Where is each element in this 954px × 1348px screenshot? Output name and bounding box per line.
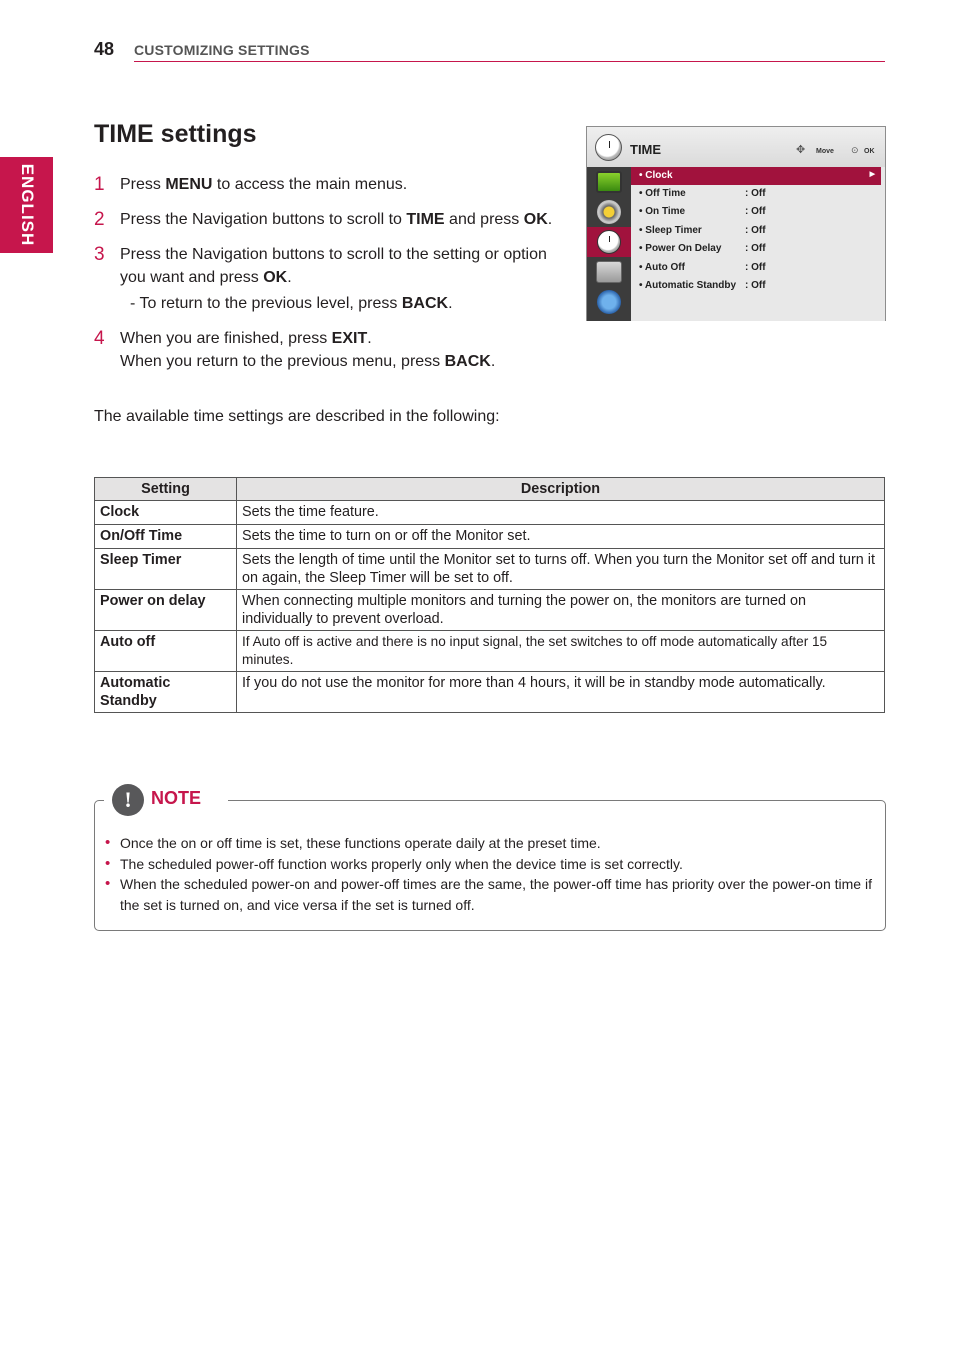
setting-name: On/Off Time [95, 525, 237, 549]
step-4 [94, 327, 574, 373]
step-text: . [547, 211, 553, 228]
steps-list [94, 173, 574, 385]
osd-item-clock[interactable] [631, 167, 881, 185]
note-item: • When the scheduled power-on and power-off times are the same, the power-off time has priority over the power-on time if the set is turned on, and vice versa if the set is turned off. [104, 874, 876, 915]
clock-icon [597, 230, 621, 254]
setting-description: Sets the time to turn on or off the Monitor set. [237, 525, 885, 549]
table-row [95, 525, 885, 549]
exclamation-icon: ! [112, 784, 144, 816]
section-header: CUSTOMIZING SETTINGS [134, 42, 310, 58]
osd-item-value: : Off [745, 243, 766, 254]
step-number: 1 [94, 174, 105, 195]
step-keyword: BACK [401, 295, 449, 312]
step-text: Press [120, 176, 166, 193]
note-list [104, 833, 876, 915]
step-subnote [120, 292, 574, 315]
step-keyword: MENU [165, 176, 213, 193]
note-title: NOTE [151, 788, 202, 808]
table-header-row [95, 478, 885, 501]
language-tab-label: ENGLISH [17, 163, 37, 247]
osd-item-label: • Automatic Standby [639, 280, 737, 291]
column-header: Setting [95, 478, 237, 501]
clock-icon [595, 134, 622, 161]
step-keyword: OK [263, 269, 288, 286]
step-text: . [367, 330, 372, 347]
setting-description: Sets the time feature. [237, 501, 885, 525]
osd-item-auto-off[interactable] [631, 259, 881, 277]
step-text: When you return to the previous menu, press [120, 353, 445, 370]
osd-item-power-on-delay[interactable] [631, 240, 881, 258]
osd-menu-screenshot [586, 126, 886, 321]
osd-item-on-time[interactable] [631, 203, 881, 221]
setting-name: Clock [95, 501, 237, 525]
language-tab [0, 157, 53, 253]
osd-item-label: • Auto Off [639, 262, 685, 273]
settings-table [94, 477, 885, 713]
osd-item-label: • Off Time [639, 188, 686, 199]
setting-description: When connecting multiple monitors and turning the power on, the monitors are turned on individually to prevent overload. [237, 590, 885, 631]
osd-item-label: • On Time [639, 206, 686, 217]
step-number: 3 [94, 244, 105, 265]
setting-name: Automatic Standby [95, 672, 237, 713]
setting-name: Auto off [95, 631, 237, 672]
column-header: Description [237, 478, 885, 501]
step-keyword: EXIT [331, 330, 368, 347]
osd-tab-time[interactable] [587, 227, 631, 257]
step-keyword: TIME [406, 211, 445, 228]
table-row [95, 549, 885, 590]
step-number: 4 [94, 328, 105, 349]
step-text: Press the Navigation buttons to scroll to the setting or option you want and press [120, 246, 547, 286]
osd-settings-list [631, 167, 885, 321]
table-row [95, 672, 885, 713]
page-number: 48 [94, 39, 115, 59]
step-keyword: BACK [444, 353, 491, 370]
setting-description: If you do not use the monitor for more than 4 hours, it will be in standby mode automatically. [237, 672, 885, 713]
osd-item-automatic-standby[interactable] [631, 277, 881, 295]
setting-description: If Auto off is active and there is no input signal, the set switches to off mode automatically after 15 minutes. [237, 631, 885, 672]
osd-header [587, 127, 885, 167]
audio-icon [597, 200, 621, 224]
osd-tab-audio[interactable] [587, 197, 631, 227]
step-text: . [287, 269, 292, 286]
osd-item-value: : Off [745, 225, 766, 236]
osd-item-value: : Off [745, 206, 766, 217]
step-3 [94, 243, 574, 315]
table-row [95, 501, 885, 525]
osd-tab-option[interactable] [587, 287, 631, 317]
setting-name: Sleep Timer [95, 549, 237, 590]
osd-item-value: : Off [745, 188, 766, 199]
osd-title: TIME [630, 142, 662, 157]
ok-button-icon: ⊙ [851, 145, 859, 155]
osd-sidebar [587, 167, 631, 321]
step-text: to access the main menus. [212, 176, 408, 193]
step-text: and press [444, 211, 524, 228]
step-2 [94, 208, 574, 231]
option-icon [597, 290, 621, 314]
setting-name: Power on delay [95, 590, 237, 631]
osd-item-value: : Off [745, 262, 766, 273]
step-text: - To return to the previous level, press [130, 295, 402, 312]
step-number: 2 [94, 209, 105, 230]
osd-hint-ok: OK [864, 148, 875, 155]
osd-item-label: • Power On Delay [639, 243, 722, 254]
note-item: • The scheduled power-off function works properly only when the device time is set correctly. [104, 854, 876, 875]
lock-icon [596, 261, 622, 283]
step-text: . [490, 353, 496, 370]
osd-item-sleep-timer[interactable] [631, 222, 881, 240]
osd-item-off-time[interactable] [631, 185, 881, 203]
setting-description: Sets the length of time until the Monitor set to turns off. When you turn the Monitor set off and turn it on again, the Sleep Timer will be set to off. [237, 549, 885, 590]
step-line-2 [120, 350, 574, 373]
osd-tab-lock[interactable] [587, 257, 631, 287]
table-row [95, 631, 885, 672]
osd-hint-move: Move [816, 148, 834, 155]
osd-tab-picture[interactable] [587, 167, 631, 197]
picture-icon [596, 171, 622, 193]
osd-item-value: : Off [745, 280, 766, 291]
note-item: • Once the on or off time is set, these functions operate daily at the preset time. [104, 833, 876, 854]
intro-text: The available time settings are described in the following: [94, 408, 500, 425]
step-text: . [448, 295, 453, 312]
step-text: When you are finished, press [120, 330, 332, 347]
header-rule [134, 61, 885, 62]
step-text: Press the Navigation buttons to scroll to [120, 211, 407, 228]
page-title: TIME settings [94, 120, 257, 148]
chevron-right-icon: ▶ [869, 171, 875, 178]
osd-item-label: • Sleep Timer [639, 225, 702, 236]
table-row [95, 590, 885, 631]
step-keyword: OK [523, 211, 548, 228]
move-arrows-icon: ✥ [796, 144, 806, 156]
osd-item-label: • Clock [639, 170, 673, 181]
step-1 [94, 173, 574, 196]
